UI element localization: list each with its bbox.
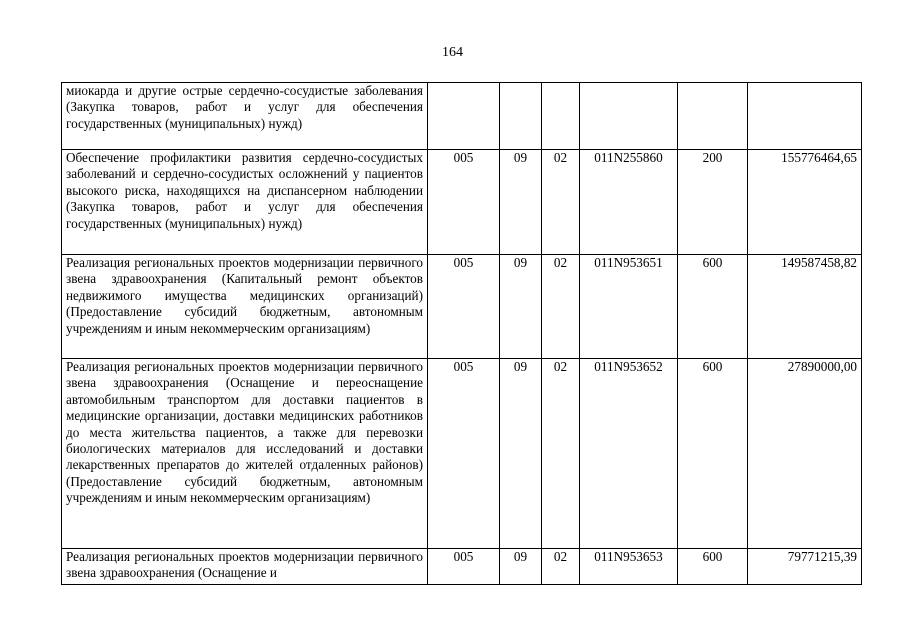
table-row [62, 549, 862, 585]
row-ministry-code [428, 83, 500, 150]
row-subsection-code [542, 83, 580, 150]
row-amount: 27890000,00 [748, 359, 862, 549]
row-expense-type [678, 83, 748, 150]
row-subsection-code: 02 [542, 150, 580, 255]
row-amount: 79771215,39 [748, 549, 862, 585]
row-section-code: 09 [500, 359, 542, 549]
row-amount: 155776464,65 [748, 150, 862, 255]
row-section-code: 09 [500, 150, 542, 255]
row-amount: 149587458,82 [748, 255, 862, 359]
row-subsection-code: 02 [542, 549, 580, 585]
row-target-code [580, 83, 678, 150]
row-subsection-code: 02 [542, 255, 580, 359]
page-number: 164 [442, 45, 463, 60]
row-description: Реализация региональных проектов модернизации первичного звена здравоохранения (Оснащение и переоснащение автомобильным транспортом для доставки пациентов в медицинские организации, доставки медицинских работников до места жительства пациентов, а также для перевозки биологических материалов для исследований и доставки лекарственных препаратов до жителей отдаленных районов) (Предоставление субсидий бюджетным, автономным учреждениям и иным некоммерческим организациям) [62, 359, 428, 549]
table-row [62, 359, 862, 549]
row-ministry-code: 005 [428, 255, 500, 359]
table-row [62, 150, 862, 255]
table-row [62, 255, 862, 359]
table-row [62, 83, 862, 150]
row-target-code: 011N953652 [580, 359, 678, 549]
row-target-code: 011N953653 [580, 549, 678, 585]
row-description: Обеспечение профилактики развития сердечно-сосудистых заболеваний и сердечно-сосудистых осложнений у пациентов высокого риска, находящихся на диспансерном наблюдении (Закупка товаров, работ и услуг для обеспечения государственных (муниципальных) нужд) [62, 150, 428, 255]
row-amount [748, 83, 862, 150]
row-section-code: 09 [500, 549, 542, 585]
row-section-code [500, 83, 542, 150]
budget-table [61, 82, 862, 585]
row-description: Реализация региональных проектов модернизации первичного звена здравоохранения (Капитальный ремонт объектов недвижимого имущества медицинских организаций) (Предоставление субсидий бюджетным, автономным учреждениям и иным некоммерческим организациям) [62, 255, 428, 359]
row-expense-type: 600 [678, 255, 748, 359]
row-subsection-code: 02 [542, 359, 580, 549]
row-description: миокарда и другие острые сердечно-сосудистые заболевания (Закупка товаров, работ и услуг для обеспечения государственных (муниципальных) нужд) [62, 83, 428, 150]
row-expense-type: 200 [678, 150, 748, 255]
row-target-code: 011N953651 [580, 255, 678, 359]
row-description: Реализация региональных проектов модернизации первичного звена здравоохранения (Оснащение и [62, 549, 428, 585]
row-ministry-code: 005 [428, 359, 500, 549]
row-section-code: 09 [500, 255, 542, 359]
row-expense-type: 600 [678, 359, 748, 549]
row-target-code: 011N255860 [580, 150, 678, 255]
row-ministry-code: 005 [428, 549, 500, 585]
row-expense-type: 600 [678, 549, 748, 585]
row-ministry-code: 005 [428, 150, 500, 255]
